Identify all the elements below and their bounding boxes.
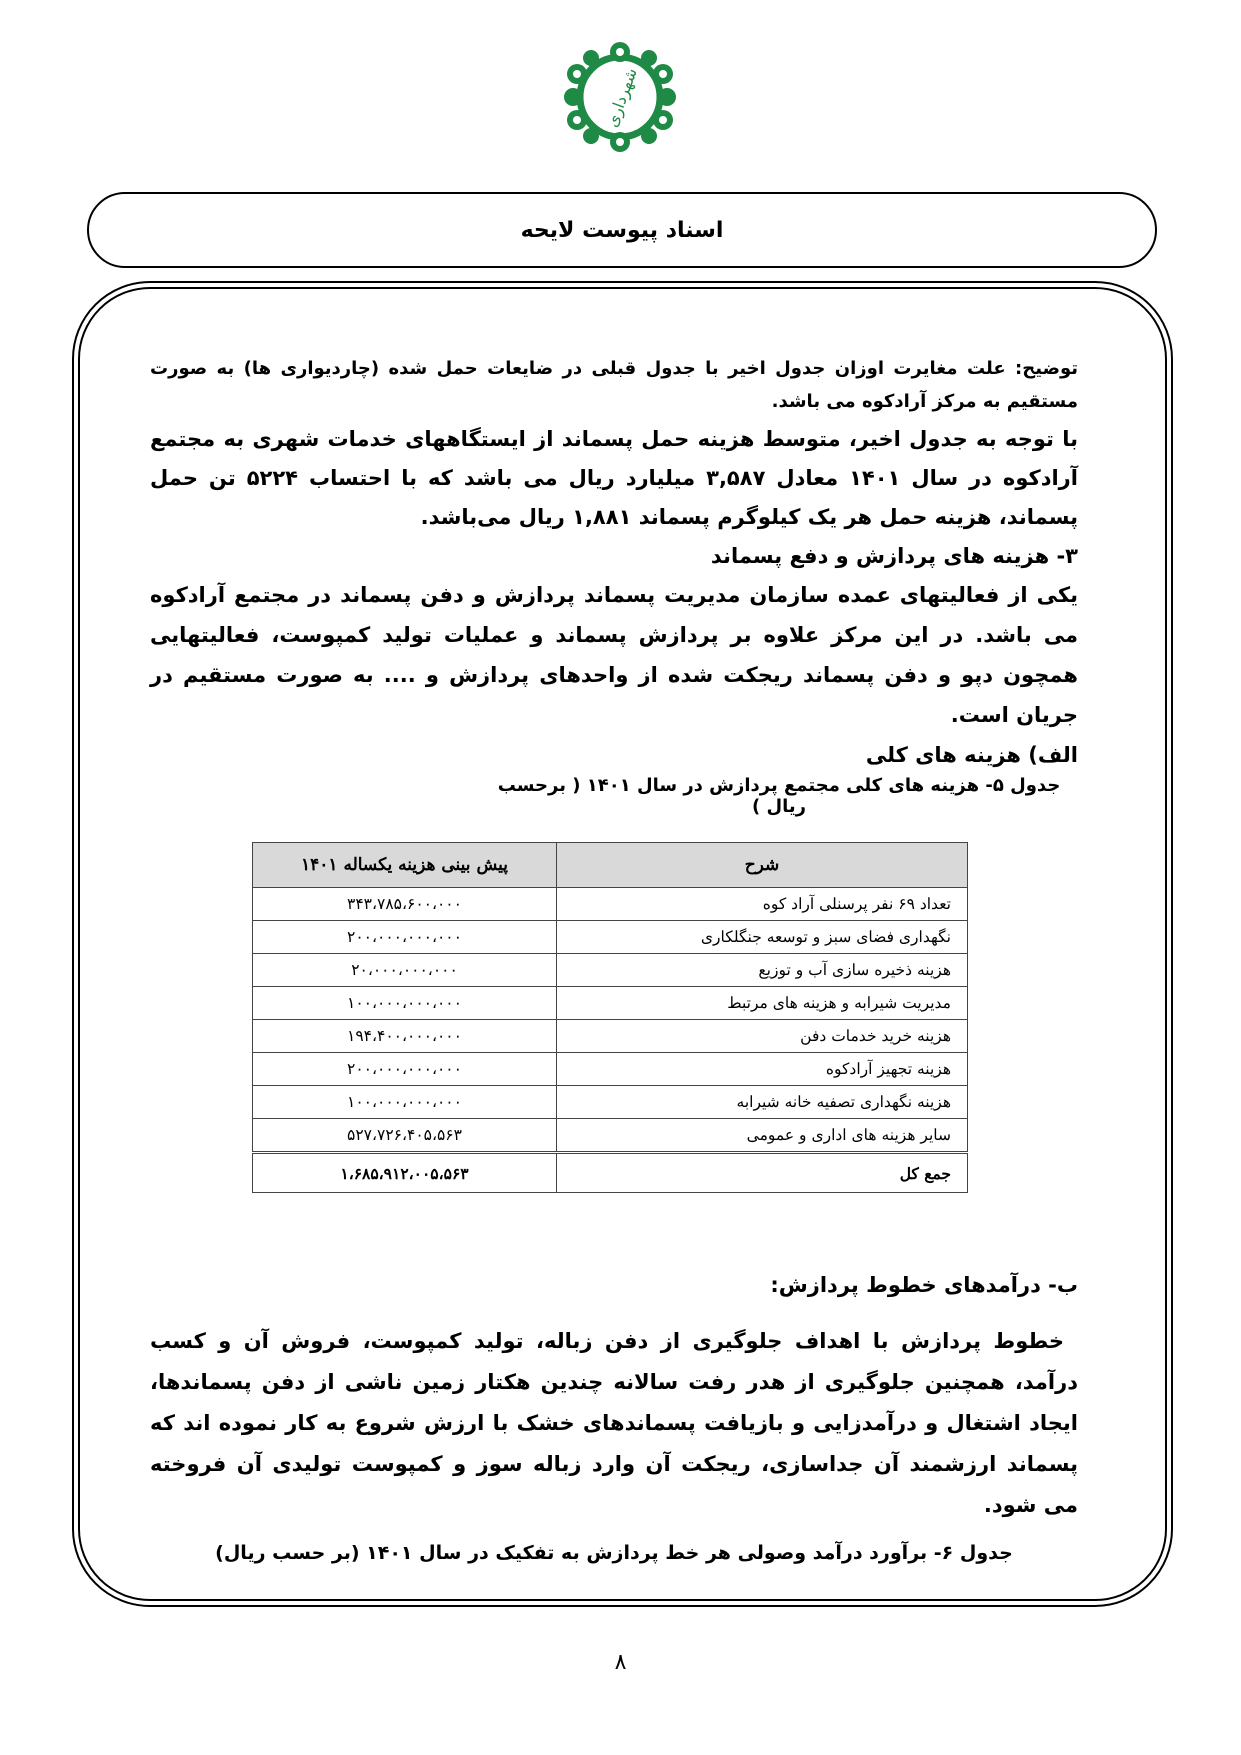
total-label: جمع کل: [557, 1153, 968, 1193]
sub-b-heading: ب- درآمدهای خطوط پردازش:: [770, 1273, 1078, 1297]
table-5-caption: جدول ۵- هزینه های کلی مجتمع پردازش در سال ۱۴۰۱ ( برحسب ریال ): [497, 775, 1061, 817]
row-description: هزینه تجهیز آرادکوه: [557, 1053, 968, 1086]
document-body: [150, 352, 1078, 817]
table-row: [253, 1086, 968, 1119]
svg-text:شهرداری: شهرداری: [601, 65, 641, 130]
table-row: [253, 954, 968, 987]
row-description: نگهداری فضای سبز و توسعه جنگلکاری: [557, 921, 968, 954]
revenue-section: [150, 1265, 1078, 1564]
general-costs-table: [252, 842, 968, 1193]
table-row: [253, 987, 968, 1020]
row-value: ۵۲۷،۷۲۶،۴۰۵،۵۶۳: [253, 1119, 557, 1153]
column-header-description: شرح: [557, 843, 968, 888]
row-value: ۲۰۰،۰۰۰،۰۰۰،۰۰۰: [253, 921, 557, 954]
row-description: تعداد ۶۹ نفر پرسنلی آراد کوه: [557, 888, 968, 921]
row-value: ۱۰۰،۰۰۰،۰۰۰،۰۰۰: [253, 987, 557, 1020]
row-value: ۲۰،۰۰۰،۰۰۰،۰۰۰: [253, 954, 557, 987]
section-3-heading: ۳- هزینه های پردازش و دفع پسماند: [710, 544, 1078, 568]
row-value: ۳۴۳،۷۸۵،۶۰۰،۰۰۰: [253, 888, 557, 921]
table-row: [253, 1119, 968, 1153]
sub-a-heading: الف) هزینه های کلی: [865, 743, 1078, 767]
table-row: [253, 1053, 968, 1086]
table-row: [253, 1020, 968, 1053]
table-6-caption: جدول ۶- برآورد درآمد وصولی هر خط پردازش به تفکیک در سال ۱۴۰۱ (بر حسب ریال): [215, 1542, 1013, 1564]
row-description: هزینه نگهداری تصفیه خانه شیرابه: [557, 1086, 968, 1119]
table-total-row: [253, 1153, 968, 1193]
tehran-municipality-logo-icon: [555, 42, 685, 152]
table-header-row: [253, 843, 968, 888]
table-row: [253, 921, 968, 954]
row-description: مدیریت شیرابه و هزینه های مرتبط: [557, 987, 968, 1020]
title-box: [87, 192, 1157, 268]
row-value: ۲۰۰،۰۰۰،۰۰۰،۰۰۰: [253, 1053, 557, 1086]
page-number: ۸: [614, 1650, 627, 1675]
row-description: هزینه خرید خدمات دفن: [557, 1020, 968, 1053]
row-value: ۱۹۴،۴۰۰،۰۰۰،۰۰۰: [253, 1020, 557, 1053]
document-title: اسناد پیوست لایحه: [520, 217, 724, 243]
row-value: ۱۰۰،۰۰۰،۰۰۰،۰۰۰: [253, 1086, 557, 1119]
revenue-paragraph: خطوط پردازش با اهداف جلوگیری از دفن زباله، تولید کمپوست، فروش آن و کسب درآمد، همچنین جلوگیری از هدر رفت سالانه چندین هکتار زمین ناشی از دفن پسماندها، ایجاد اشتغال و درآمدزایی و بازیافت پسماندهای خشک با ارزش شروع به کار نموده اند که پسماند ارزشمند آن جداسازی، ریجکت آن وارد زباله سوز و کمپوست تولیدی آن فروخته می شود.: [150, 1329, 1078, 1517]
processing-paragraph: یکی از فعالیتهای عمده سازمان مدیریت پسماند پردازش و دفن پسماند در مجتمع آرادکوه می باشد. در این مرکز علاوه بر پردازش پسماند و عملیات تولید کمپوست، فعالیتهایی همچون دپو و دفن پسماند ریجکت شده از واحدهای پردازش و .... به صورت مستقیم در جریان است.: [150, 583, 1078, 727]
note-paragraph: توضیح: علت مغایرت اوزان جدول اخیر با جدول قبلی در ضایعات حمل شده (چاردیواری ها) به صورت مستقیم به مرکز آرادکوه می باشد.: [150, 358, 1078, 412]
table-row: [253, 888, 968, 921]
total-value: ۱،۶۸۵،۹۱۲،۰۰۵،۵۶۳: [253, 1153, 557, 1193]
column-header-value: پیش بینی هزینه یکساله ۱۴۰۱: [253, 843, 557, 888]
row-description: سایر هزینه های اداری و عمومی: [557, 1119, 968, 1153]
transport-cost-paragraph: با توجه به جدول اخیر، متوسط هزینه حمل پسماند از ایستگاههای خدمات شهری به مجتمع آرادکوه در سال ۱۴۰۱ معادل ۳,۵۸۷ میلیارد ریال می باشد که با احتساب ۵۲۲۴ تن حمل پسماند، هزینه حمل هر یک کیلوگرم پسماند ۱,۸۸۱ ریال می‌باشد.: [150, 427, 1078, 529]
row-description: هزینه ذخیره سازی آب و توزیع: [557, 954, 968, 987]
